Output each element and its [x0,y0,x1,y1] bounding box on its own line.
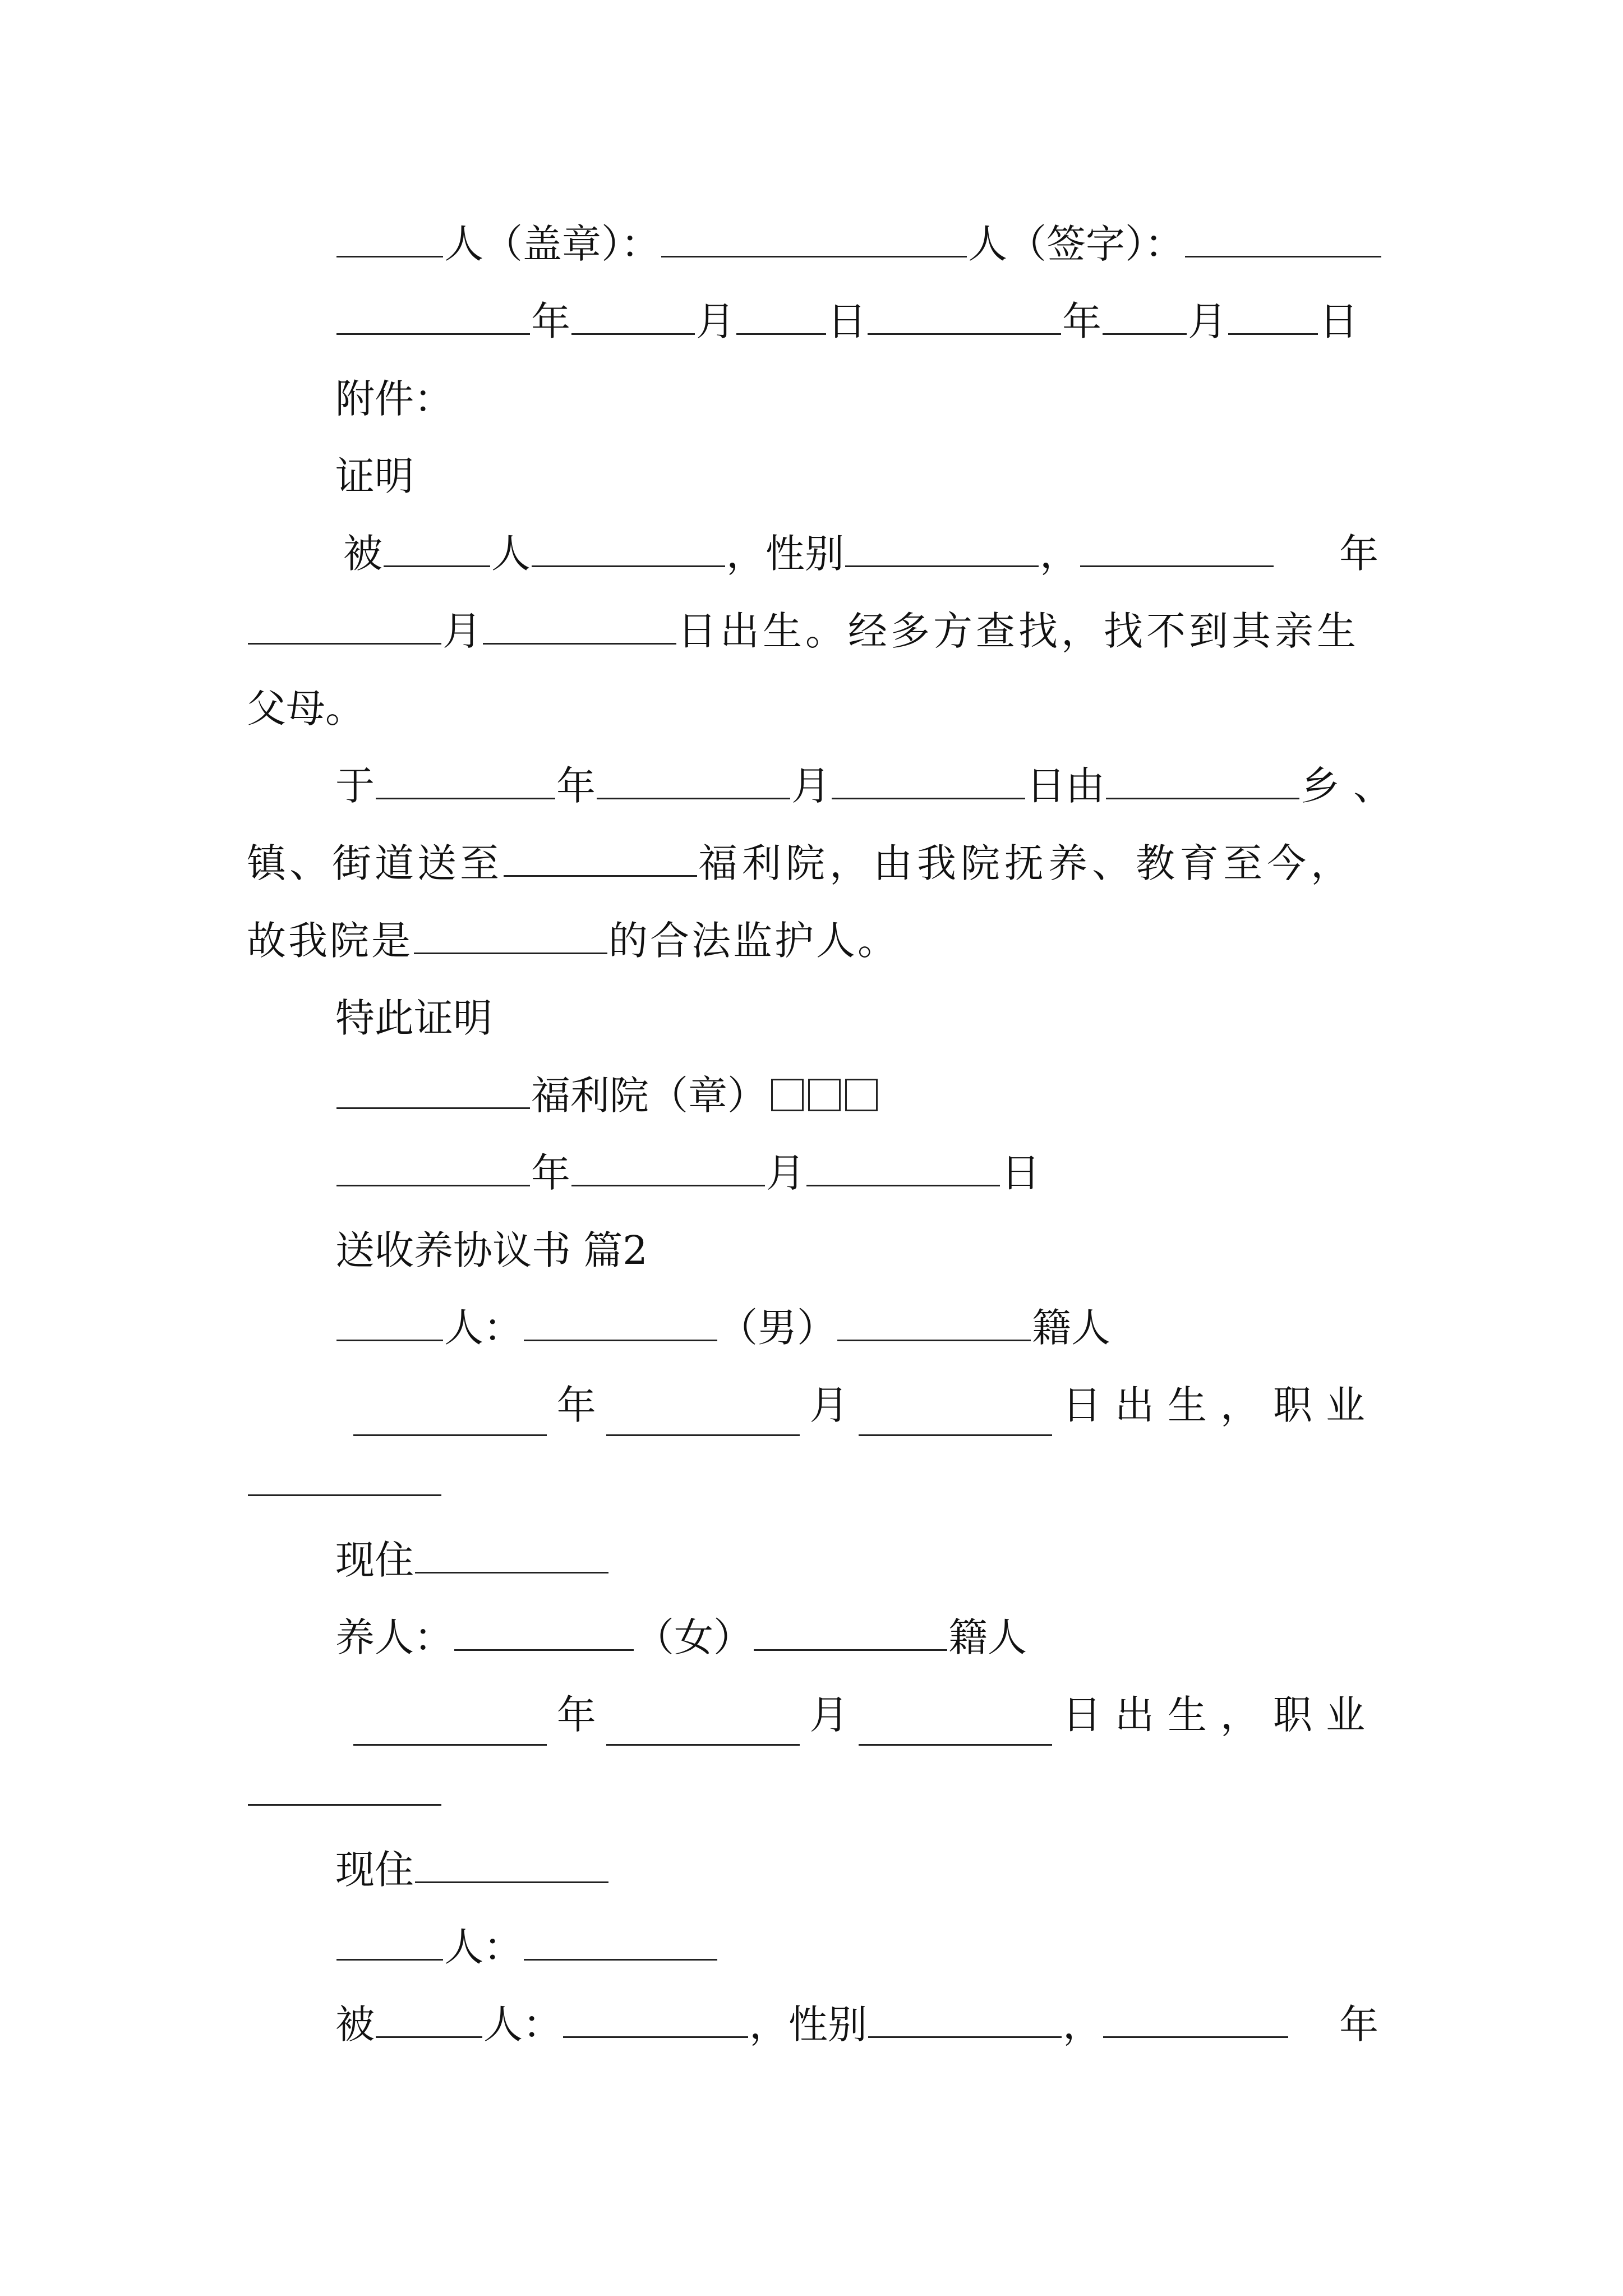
blank [336,220,443,257]
blank [1080,530,1274,567]
blank [1185,220,1381,257]
cert-line-2 [0,600,1623,662]
blank [415,1846,608,1883]
blank [524,1304,717,1341]
party-male-birth-line [0,1374,1623,1436]
cert-line-3: 父母。 [247,685,365,731]
seal-label: 福利院（章） [531,1073,767,1119]
blank [571,297,695,335]
adoptee-line [0,1994,1623,2055]
blank [1103,2000,1288,2038]
text: 年 [1339,2001,1378,2047]
blank [376,2000,482,2038]
text: 人： [483,2001,562,2047]
text: ，性别 [749,2001,867,2047]
text: 故我院是 [247,918,413,964]
day-label: 日 [827,298,866,344]
cert-line-6 [0,910,1623,972]
party-female-birth-line [0,1684,1623,1746]
blank [248,1458,441,1496]
text: 日由 [1026,763,1105,809]
signature-line [0,213,1623,275]
year-label: 年 [1062,298,1101,344]
year-label: 年 [531,298,570,344]
checkbox-icon [808,1079,841,1111]
checkbox-icon [771,1079,804,1111]
blank [832,762,1025,799]
party-male-line [0,1297,1623,1359]
text: 年 [556,763,596,809]
party-line [0,1916,1623,1978]
blank [563,2000,748,2038]
text: 福利院，由我院抚养、教育至今， [698,840,1354,886]
certificate-title: 证明 [335,453,414,499]
text: 日出生。经多方查找，找不到其亲生 [677,608,1359,654]
month-label: 月 [696,298,735,344]
text: 乡、 [1301,763,1406,809]
blank [571,1149,765,1186]
text: 人： [444,1305,523,1351]
text: 月 [809,1692,849,1738]
party-female-line [0,1607,1623,1668]
text: 养人： [335,1614,453,1660]
blank [415,1536,608,1573]
blank [504,839,697,877]
blank [597,762,790,799]
blank [353,1398,547,1436]
text: 现住 [335,1537,414,1583]
text: 日 [1001,1150,1040,1196]
occupation-blank-line [0,1452,1623,1513]
text: 的合法监护人。 [608,918,899,964]
day-label: 日 [1319,298,1358,344]
text: 镇、街道送至 [247,840,502,886]
blank [336,297,530,335]
cert-date-line [0,1142,1623,1204]
month-label: 月 [1188,298,1227,344]
blank [336,1149,530,1186]
blank [845,530,1039,567]
text: ， [1040,531,1079,577]
text: 于 [335,763,375,809]
blank [1103,297,1187,335]
text: 被 [343,531,382,577]
attachment-label: 附件： [335,376,453,422]
blank [661,220,967,257]
text: 年 [531,1150,570,1196]
blank [248,1768,441,1806]
blank [1106,762,1299,799]
text: 年 [556,1382,596,1428]
text: ，性别 [726,531,844,577]
text: 日出生，职业 [1062,1692,1378,1738]
text: （女） [635,1614,753,1660]
party-seal-label: 人（盖章）： [444,221,660,267]
text: 现住 [335,1847,414,1893]
party-sign-label: 人（签字）： [968,221,1184,267]
checkbox-icon [845,1079,878,1111]
blank [376,762,555,799]
occupation-blank-line [0,1761,1623,1823]
cert-closing: 特此证明 [335,995,492,1041]
blank [1228,297,1318,335]
cert-line-1 [0,523,1623,585]
text: 年 [556,1692,596,1738]
blank [483,607,676,645]
text: 月 [791,763,831,809]
blank [859,1708,1052,1746]
text: 日出生，职业 [1062,1382,1378,1428]
text: 人 [491,531,531,577]
blank [606,1398,800,1436]
text: 被 [335,2001,375,2047]
blank [336,1923,443,1961]
cert-seal-line [0,1065,1623,1126]
blank [868,2000,1062,2038]
text: ， [1063,2001,1102,2047]
cert-line-5 [0,832,1623,894]
blank [353,1708,547,1746]
blank [806,1149,1000,1186]
address-line [0,1529,1623,1591]
blank [859,1398,1052,1436]
signature-date-line [0,291,1623,352]
blank [837,1304,1031,1341]
blank [336,1304,443,1341]
blank [868,297,1061,335]
cert-line-4 [0,755,1623,817]
text: （男） [718,1305,836,1351]
text: 月 [809,1382,849,1428]
address-line [0,1839,1623,1901]
text: 月 [442,608,482,654]
blank [414,917,607,954]
blank [384,530,490,567]
text: 人： [444,1924,523,1970]
text: 年 [1339,531,1378,577]
blank [248,607,441,645]
blank [532,530,725,567]
text: 月 [766,1150,805,1196]
blank [754,1613,947,1651]
text: 籍人 [1032,1305,1110,1351]
blank [454,1613,634,1651]
section-heading: 送收养协议书 篇2 [335,1227,648,1273]
blank [606,1708,800,1746]
blank [336,1071,530,1109]
text: 籍人 [948,1614,1027,1660]
blank [736,297,826,335]
blank [524,1923,717,1961]
